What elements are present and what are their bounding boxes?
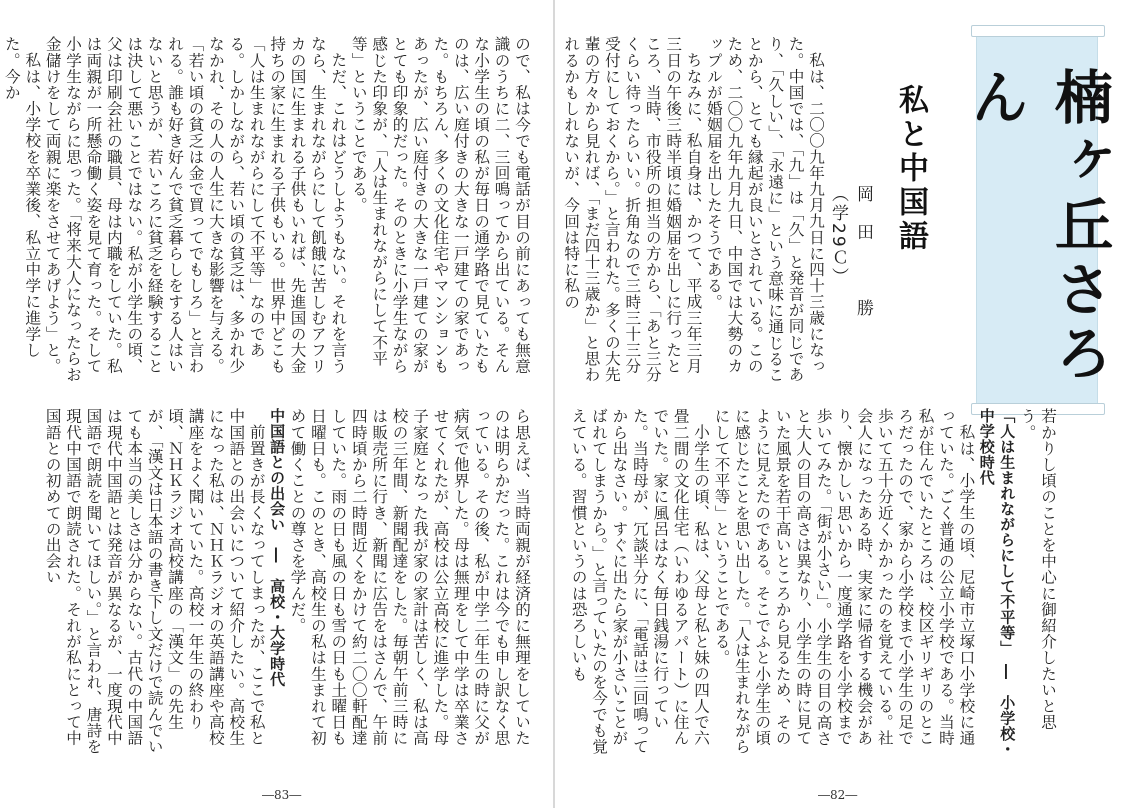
- paragraph: 若かりし頃のことを中心に御紹介したいと思う。: [1018, 408, 1057, 730]
- page82-lower-text: [569, 408, 1058, 760]
- paragraph: 私は、小学生の頃、尼崎市立塚口小学校に通っていた。ごく普通の公立小学校である。当時私が住んでいたところは、校区ギリギリのところだったので、家から小学校まで小学生の足で歩いて五十分近くかかったのを覚えている。社会人になったある時、実家に帰省する機会があり、懐かしい思いから一度通学路を小学校まで歩いてみた。「街が小さい」。小学生の目の高さと大人の目の高さは異なり、小学生の時に見ていた風景を若干高いところから見るため、そのように見えたのである。そこでふと小学生の頃に感じたことを思い出した。「人は生まれながらにして不平等」ということである。: [712, 408, 976, 755]
- page83-upper-text: [2, 36, 532, 388]
- author-byline: [826, 185, 876, 415]
- paragraph: 小学生の頃、私は、父母と私と妹の四人で六畳二間の文化住宅（いわゆるアパート）に住んでいた。家に風呂はなく毎日銭湯に行っていた。当時母が、冗談半分に、「電話は三回鳴ってから出なさい。すぐに出たら家が小さいことがばれてしまうから。」と言っていたのを今でも覚えている。習慣というのは恐ろしいも: [569, 408, 711, 755]
- gutter: [553, 0, 555, 808]
- article-title: 私と中国語: [893, 84, 928, 254]
- paragraph: 私は、二〇〇九年九月九日に四十三歳になった。中国では、「九」は「久」と発音が同じであり、「久しい」、「永遠に」という意味に通じることから、とても縁起が良いとされている。このため、二〇〇九年九月九日、中国では大勢のカップルが婚姻届を出したそうである。: [704, 36, 825, 383]
- page-number-82: ―82―: [818, 788, 858, 802]
- column-title: 楠ヶ丘さろん: [961, 67, 1113, 387]
- banner-scroll-top: [971, 25, 1105, 37]
- section-heading: 中国語との出会い ― 高校・大学時代: [268, 408, 287, 687]
- author-class: （学29Ｃ）: [828, 185, 848, 287]
- paragraph: ただ、これはどうしようもない。それを言うなら、生まれながらにして飢餓に苦しむアフリカの国に生まれる子供もいれば、先進国の大金持ちの家に生まれる子供もいる。世界中どこも「人は生まれながらにして不平等」なのである。しかしながら、若い頃の貧乏は、多かれ少なかれ、その人の人生に大きな影響を与える。「若い頃の貧乏は金で買ってでもしろ」と言われる。誰も好き好んで貧乏暮らしをする人はいないと思うが、若いころに貧乏を経験することは決して悪いことではない。私が小学生の頃、父は印刷会社の職員、母は内職をしていた。私は両親が一所懸命働く姿を見て育った。そして小学生ながらに思った。「将来大人になったらお金儲けをして両親に楽をさせてあげよう」と。: [43, 36, 348, 383]
- paragraph: ら思えば、当時両親が経済的に無理をしていたのは明らかだった。これは今でも申し訳なく思っている。その後、私が中学二年生の時に父が病気で他界した。母は無理をして中学は卒業させてくれたが、高校は公立高校に進学した。母子家庭となった我が家の家計は苦しく、私は高校の三年間、新聞配達をした。毎朝午前三時には販売所に行き、新聞に広告をはさんで、午前四時頃から二時間近くをかけて約二〇〇軒配達していた。雨の日も風の日も雪の日も土曜日も日曜日も。このとき、高校生の私は生まれて初めて働くことの尊さを学んだ。: [288, 408, 531, 747]
- paragraph: ので、私は今でも電話が目の前にあっても無意識のうちに二、三回鳴ってから出ている。そんな小学生の頃の私が毎日の通学路で見ていたものは、広い庭付きの大きな一戸建ての家であった。もちろん、多くの文化住宅やマンションもあったが、広い庭付きの大きな一戸建ての家がとても印象的だった。そのときに小学生ながら感じた印象が、「人は生まれながらにして不平等」ということである。: [349, 36, 531, 375]
- page82-upper-text: [562, 36, 826, 388]
- paragraph: ちなみに、私自身は、かつて、平成三年三月三日の午後三時半頃に婚姻届を出しに行ったところ、当時、市役所の担当の方から、「あと三分くらい待ったらいい。折角なので三時三十三分受付にしておくから。」と言われた。多くの大先輩の方々から見れば、「まだ四十三歳か」と思われるかもしれないが、今回は特に私の: [562, 36, 703, 383]
- paragraph: 私は、小学校を卒業後、私立中学に進学した。今か: [2, 36, 42, 358]
- paragraph: 前置きが長くなってしまったが、ここで私と中国語との出会いについて紹介したい。高校生になった私は、ＮＨＫラジオの英語講座や高校講座をよく聞いていた。高校一年生の終わり頃、ＮＨＫラジオ高校講座の「漢文」の先生が、「漢文は日本語の書き下し文だけで読んでいても本当の美しさは分からない。古代の中国語は現代中国語とは発音が異なるが、一度現代中国語で朗読を聞いてほしい。」と言われ、唐詩を現代中国語で朗読された。それが私にとって中国語との初めての出会い: [43, 408, 266, 755]
- author-name: 岡 田 勝: [853, 185, 873, 318]
- column-banner: [961, 26, 1113, 414]
- page-number-83: ―83―: [262, 788, 302, 802]
- page83-lower-text: [43, 408, 532, 760]
- section-heading: 「人は生まれながらにして不平等」 ― 小学校・中学校時代: [977, 408, 1017, 757]
